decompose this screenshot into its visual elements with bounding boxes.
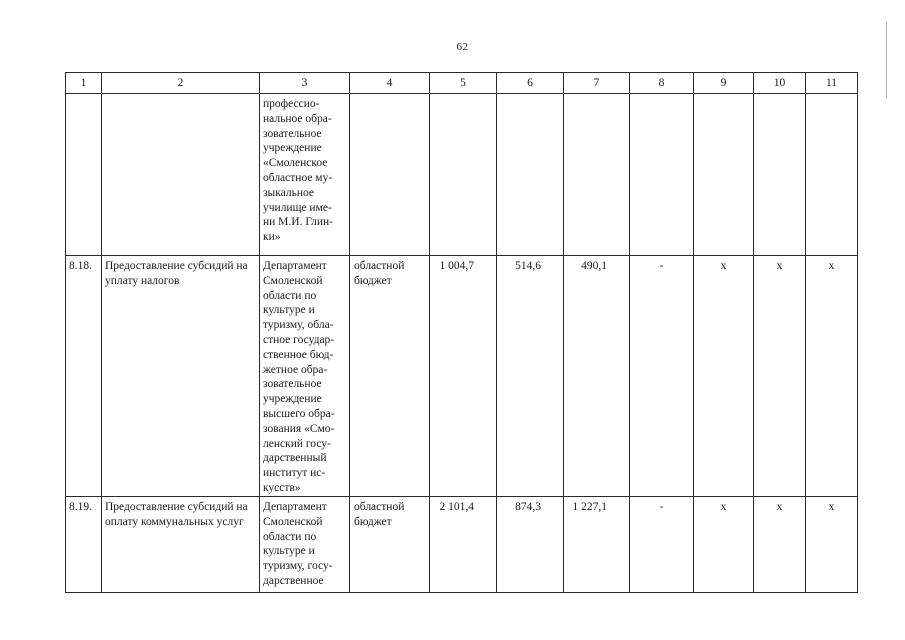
year3-amount-cell: -	[630, 256, 694, 497]
table-row-8-18	[66, 256, 858, 497]
scan-edge-mark	[886, 22, 887, 98]
total-amount-cell	[430, 94, 497, 256]
measure-name-cell: Предоставление субсидий на оплату коммунальных услуг	[102, 497, 260, 593]
executor-cell: Департамент Смоленской области по культуре и туризму, госу- дарственное	[260, 497, 350, 593]
col11-cell	[806, 94, 858, 256]
funding-source-cell: областной бюджет	[350, 497, 430, 593]
year2-amount-cell: 490,1	[564, 256, 630, 497]
column-header: 9	[694, 73, 754, 94]
column-header: 2	[102, 73, 260, 94]
column-header: 6	[497, 73, 564, 94]
table-row-continuation	[66, 94, 858, 256]
total-amount-cell: 1 004,7	[430, 256, 497, 497]
row-number-cell: 8.19.	[66, 497, 102, 593]
column-numbers-row	[66, 73, 858, 94]
year3-amount-cell	[630, 94, 694, 256]
col9-cell	[694, 94, 754, 256]
col9-cell: х	[694, 497, 754, 593]
row-number-cell	[66, 94, 102, 256]
year2-amount-cell	[564, 94, 630, 256]
col10-cell	[754, 94, 806, 256]
column-header: 7	[564, 73, 630, 94]
funding-source-cell	[350, 94, 430, 256]
year2-amount-cell: 1 227,1	[564, 497, 630, 593]
column-header: 8	[630, 73, 694, 94]
year1-amount-cell	[497, 94, 564, 256]
column-header: 4	[350, 73, 430, 94]
col9-cell: х	[694, 256, 754, 497]
year1-amount-cell: 874,3	[497, 497, 564, 593]
table-row-8-19	[66, 497, 858, 593]
column-header: 11	[806, 73, 858, 94]
row-number-cell: 8.18.	[66, 256, 102, 497]
year1-amount-cell: 514,6	[497, 256, 564, 497]
executor-cell: профессио- нальное обра- зовательное учреждение «Смоленское областное му- зыкальное училище име- ни М.И. Глин- ки»	[260, 94, 350, 256]
column-header: 3	[260, 73, 350, 94]
column-header: 10	[754, 73, 806, 94]
column-header: 1	[66, 73, 102, 94]
col10-cell: х	[754, 256, 806, 497]
program-table	[65, 72, 858, 593]
measure-name-cell: Предоставление субсидий на уплату налогов	[102, 256, 260, 497]
funding-source-cell: областной бюджет	[350, 256, 430, 497]
executor-cell: Департамент Смоленской области по культуре и туризму, обла- стное государ- ственное бюд- жетное обра- зовательное учреждение высшего обра- зования «Смо- ленский госу- дарственный институт ис- кусств»	[260, 256, 350, 497]
col10-cell: х	[754, 497, 806, 593]
col11-cell: х	[806, 256, 858, 497]
year3-amount-cell: -	[630, 497, 694, 593]
col11-cell: х	[806, 497, 858, 593]
column-header: 5	[430, 73, 497, 94]
total-amount-cell: 2 101,4	[430, 497, 497, 593]
measure-name-cell	[102, 94, 260, 256]
page-number: 62	[456, 41, 469, 53]
